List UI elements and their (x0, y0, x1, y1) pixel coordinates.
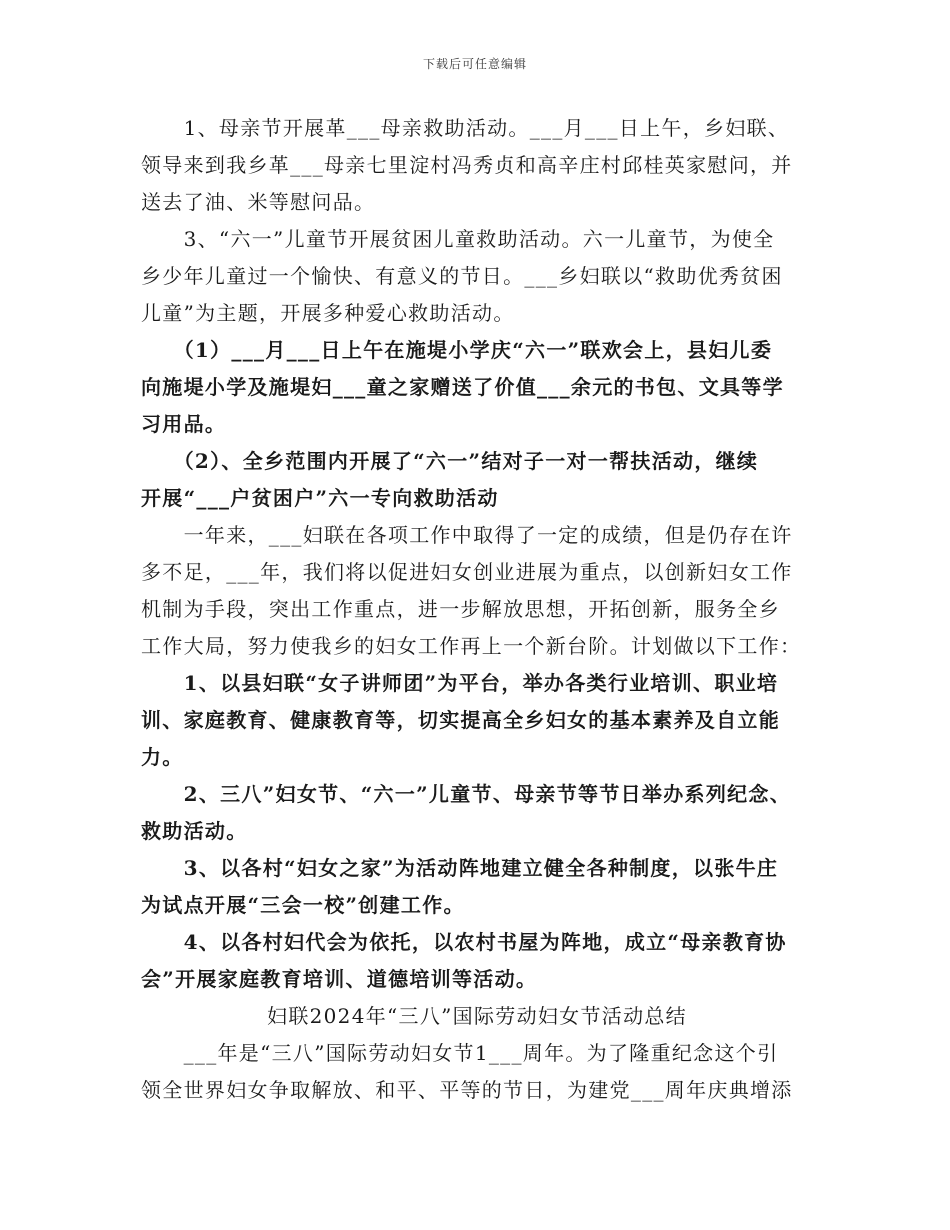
text-line: 2、三八”妇女节、“六一”儿童节、母亲节等节日举办系列纪念、 (141, 782, 792, 806)
text-line: 3、以各村“妇女之家”为活动阵地建立健全各种制度，以张牛庄 (141, 856, 779, 880)
text-line: 训、家庭教育、健康教育等，切实提高全乡妇女的基本素养及自立能 (141, 708, 780, 732)
text-line: 3、“六一”儿童节开展贫困儿童救助活动。六一儿童节，为使全 (141, 227, 775, 251)
text-line: 乡少年儿童过一个愉快、有意义的节日。___乡妇联以“救助优秀贫困 (141, 264, 783, 288)
text-line: 一年来，___妇联在各项工作中取得了一定的成绩，但是仍存在许 (141, 523, 793, 547)
text-line: 习用品。 (141, 412, 227, 436)
text-line: 工作大局，努力使我乡的妇女工作再上一个新台阶。计划做以下工作： (141, 634, 802, 658)
text-line: 救助活动。 (141, 819, 248, 843)
document-body (141, 110, 813, 1109)
text-line: 领全世界妇女争取解放、和平、平等的节日，为建党___周年庆典增添 (141, 1078, 793, 1102)
text-line: 多不足，___年，我们将以促进妇女创业进展为重点，以创新妇女工作 (141, 560, 793, 584)
text-line: 力。 (141, 745, 184, 769)
text-line: 会”开展家庭教育培训、道德培训等活动。 (141, 967, 538, 991)
text-line: 为试点开展“三会一校”创建工作。 (141, 893, 465, 917)
paragraph-lines (141, 110, 813, 998)
section-intro-lines (141, 1035, 813, 1109)
text-line: 儿童”为主题，开展多种爱心救助活动。 (141, 301, 515, 325)
section-title: 妇联2024年“三八”国际劳动妇女节活动总结 (267, 1004, 687, 1028)
text-line: ___年是“三八”国际劳动妇女节1___周年。为了隆重纪念这个引 (141, 1041, 779, 1065)
page-header: 下载后可任意编辑 (422, 57, 527, 71)
text-line: 领导来到我乡革___母亲七里淀村冯秀贞和高辛庄村邱桂英家慰问，并 (141, 153, 793, 177)
text-line: （1）___月___日上午在施堤小学庆“六一”联欢会上，县妇儿委 (141, 338, 773, 362)
text-line: 向施堤小学及施堤妇___童之家赠送了价值___余元的书包、文具等学 (141, 375, 784, 399)
text-line: 4、以各村妇代会为依托，以农村书屋为阵地，成立“母亲教育协 (141, 930, 787, 954)
text-line: 送去了油、米等慰问品。 (141, 190, 376, 214)
text-line: 机制为手段，突出工作重点，进一步解放思想，开拓创新，服务全乡 (141, 597, 780, 621)
text-line: 1、以县妇联“女子讲师团”为平台，举办各类行业培训、职业培 (141, 671, 779, 695)
text-line: （2）、全乡范围内开展了“六一”结对子一对一帮扶活动，继续 (141, 449, 759, 473)
text-line: 开展“___户贫困户”六一专向救助活动 (141, 486, 499, 510)
text-line: 1、母亲节开展革___母亲救助活动。___月___日上午，乡妇联、 (141, 116, 790, 140)
